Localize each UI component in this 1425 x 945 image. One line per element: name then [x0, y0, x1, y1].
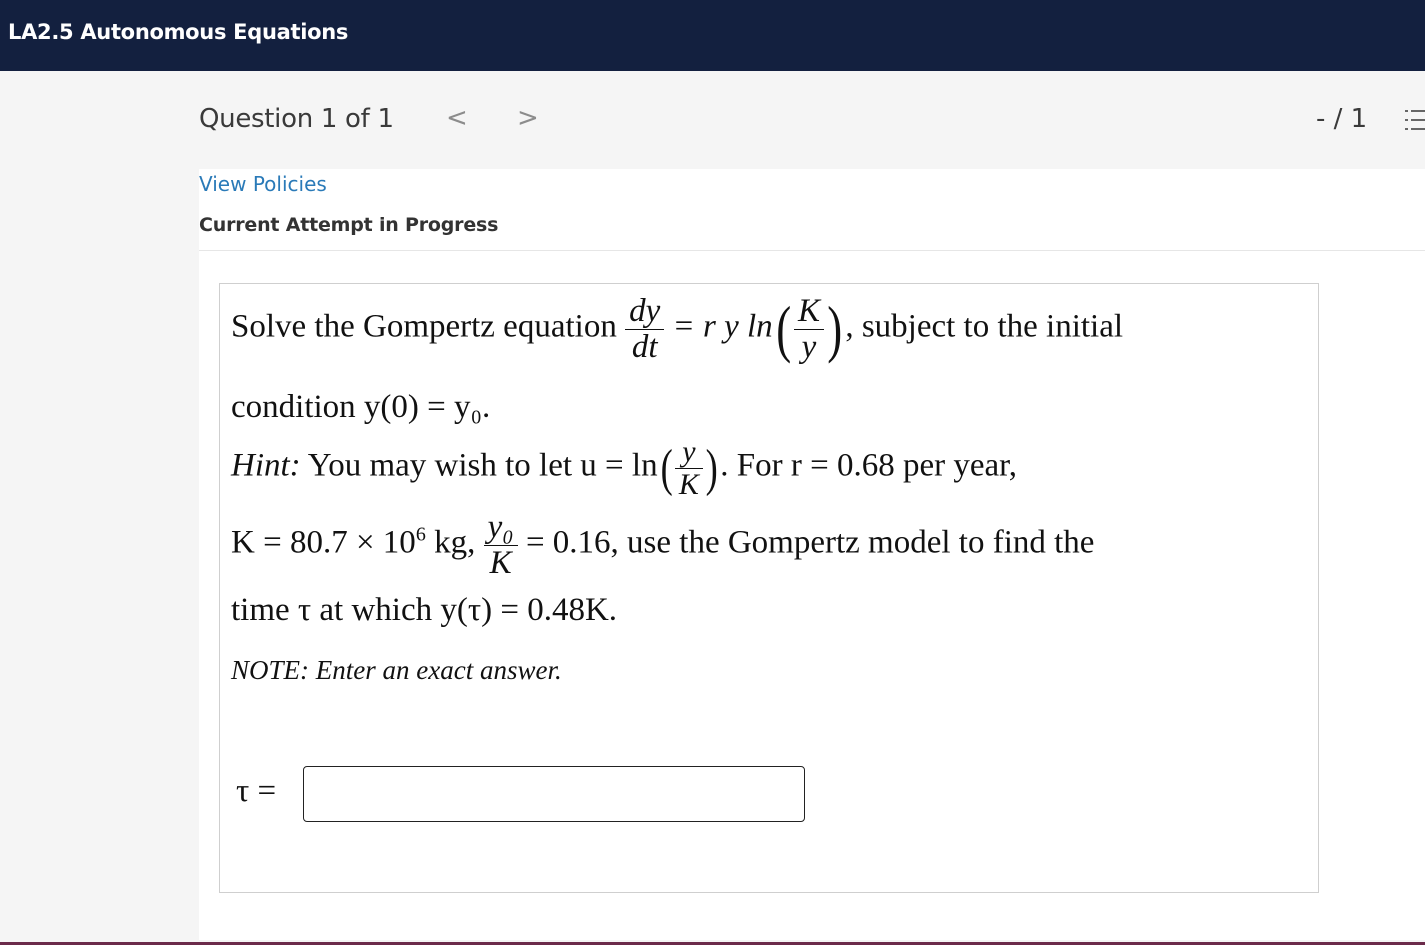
paren-open: ( — [660, 439, 673, 497]
hint-text: You may wish to let u = ln — [307, 447, 658, 484]
fraction-numerator: K — [794, 294, 824, 330]
question-box — [219, 283, 1319, 893]
y-over-k-fraction — [675, 436, 703, 500]
attempt-status: Current Attempt in Progress — [199, 214, 499, 236]
answer-note: NOTE: Enter an exact answer. — [231, 655, 562, 685]
problem-text: = 0.16, use the Gompertz model to find the — [525, 524, 1095, 561]
paren-close: ) — [705, 439, 718, 497]
equation-rhs: = r y ln — [672, 308, 773, 345]
fraction-numerator: dy — [625, 294, 664, 330]
k-over-y-fraction — [794, 294, 824, 364]
problem-line-5: time τ at which y(τ) = 0.48K. — [231, 592, 618, 628]
top-header-bar — [0, 0, 1425, 71]
fraction-denominator: dt — [631, 328, 658, 365]
divider — [199, 250, 1425, 251]
y0-over-k-fraction — [484, 510, 518, 580]
problem-text: Solve the Gompertz equation — [231, 308, 617, 345]
fraction-numerator: y — [675, 436, 703, 469]
numbered-list-icon[interactable] — [1405, 107, 1425, 133]
problem-line-2: condition y(0) = y₀. — [231, 389, 491, 425]
fraction-denominator: y — [801, 328, 817, 365]
assignment-title: LA2.5 Autonomous Equations — [8, 20, 349, 44]
problem-line-1 — [231, 292, 1123, 366]
fraction-denominator: K — [489, 544, 512, 581]
next-question-button[interactable] — [517, 103, 539, 133]
paren-open: ( — [775, 293, 791, 364]
hint-label: Hint: — [231, 447, 301, 484]
answer-input[interactable] — [303, 766, 805, 822]
hint-suffix: . For r = 0.68 per year, — [720, 447, 1018, 484]
answer-label: τ = — [236, 773, 277, 809]
paren-close: ) — [827, 293, 843, 364]
previous-question-button[interactable] — [446, 103, 468, 133]
question-content — [199, 169, 1425, 940]
chevron-right-icon: > — [517, 103, 539, 133]
chevron-left-icon: < — [446, 103, 468, 133]
problem-line-4 — [231, 510, 1094, 580]
question-navigation — [0, 71, 1425, 169]
problem-hint-line — [231, 436, 1017, 500]
problem-text: kg, — [425, 524, 476, 561]
derivative-fraction — [625, 294, 664, 364]
view-policies-link[interactable]: View Policies — [199, 172, 327, 196]
question-counter: Question 1 of 1 — [199, 104, 394, 134]
fraction-numerator: y₀ — [484, 510, 518, 546]
question-score: - / 1 — [1316, 104, 1368, 134]
problem-text: , subject to the initial — [845, 308, 1124, 345]
problem-text: K = 80.7 × 10 — [231, 524, 416, 561]
exponent: 6 — [415, 523, 426, 546]
fraction-denominator: K — [678, 467, 699, 501]
